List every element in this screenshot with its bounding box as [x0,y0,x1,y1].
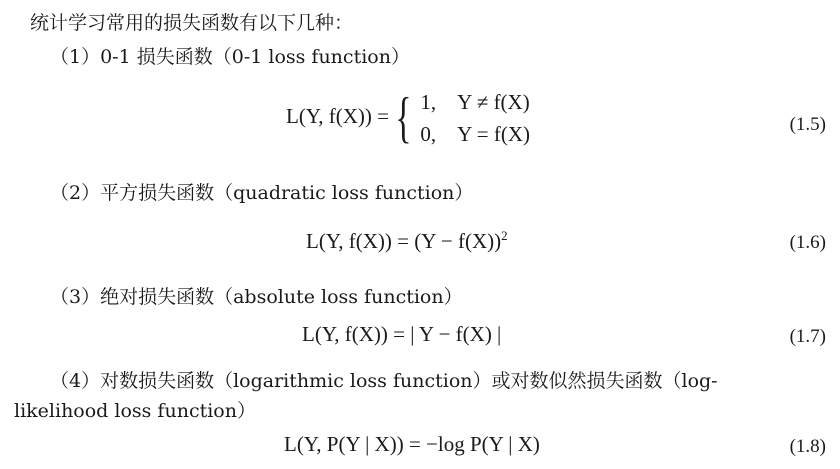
equation-log-loss: L(Y, P(Y | X)) = −log P(Y | X) [284,432,540,456]
case-1: 1, Y ≠ f(X) [420,90,530,114]
equation-lhs: L(Y, f(X)) = [286,103,390,128]
heading-log-loss: （4）对数损失函数（logarithmic loss function）或对数似然损失函数（log- [50,370,718,392]
equation-01-loss [286,86,530,150]
equation-quadratic-loss: L(Y, $f(X)) = (Y - f(X))^2$ [306,228,508,253]
equation-number: (1.5) [789,114,826,135]
heading-quadratic-loss: （2）平方损失函数（quadratic loss function） [50,182,474,204]
heading-absolute-loss: （3）绝对损失函数（absolute loss function） [50,286,463,308]
equation-number: (1.8) [789,436,826,457]
brace-symbol: { [395,87,412,149]
equation-number: (1.7) [789,326,826,347]
equation-number: (1.6) [789,232,826,253]
case-2: 0, Y = f(X) [420,122,531,146]
heading-log-loss-cont: likelihood loss function） [14,400,256,422]
heading-01-loss: （1）0-1 损失函数（0-1 loss function） [50,46,410,68]
equation-cases [420,86,530,150]
intro-text: 统计学习常用的损失函数有以下几种： [30,12,354,34]
equation-absolute-loss: L(Y, f(X)) = | Y − f(X) | [302,322,502,346]
